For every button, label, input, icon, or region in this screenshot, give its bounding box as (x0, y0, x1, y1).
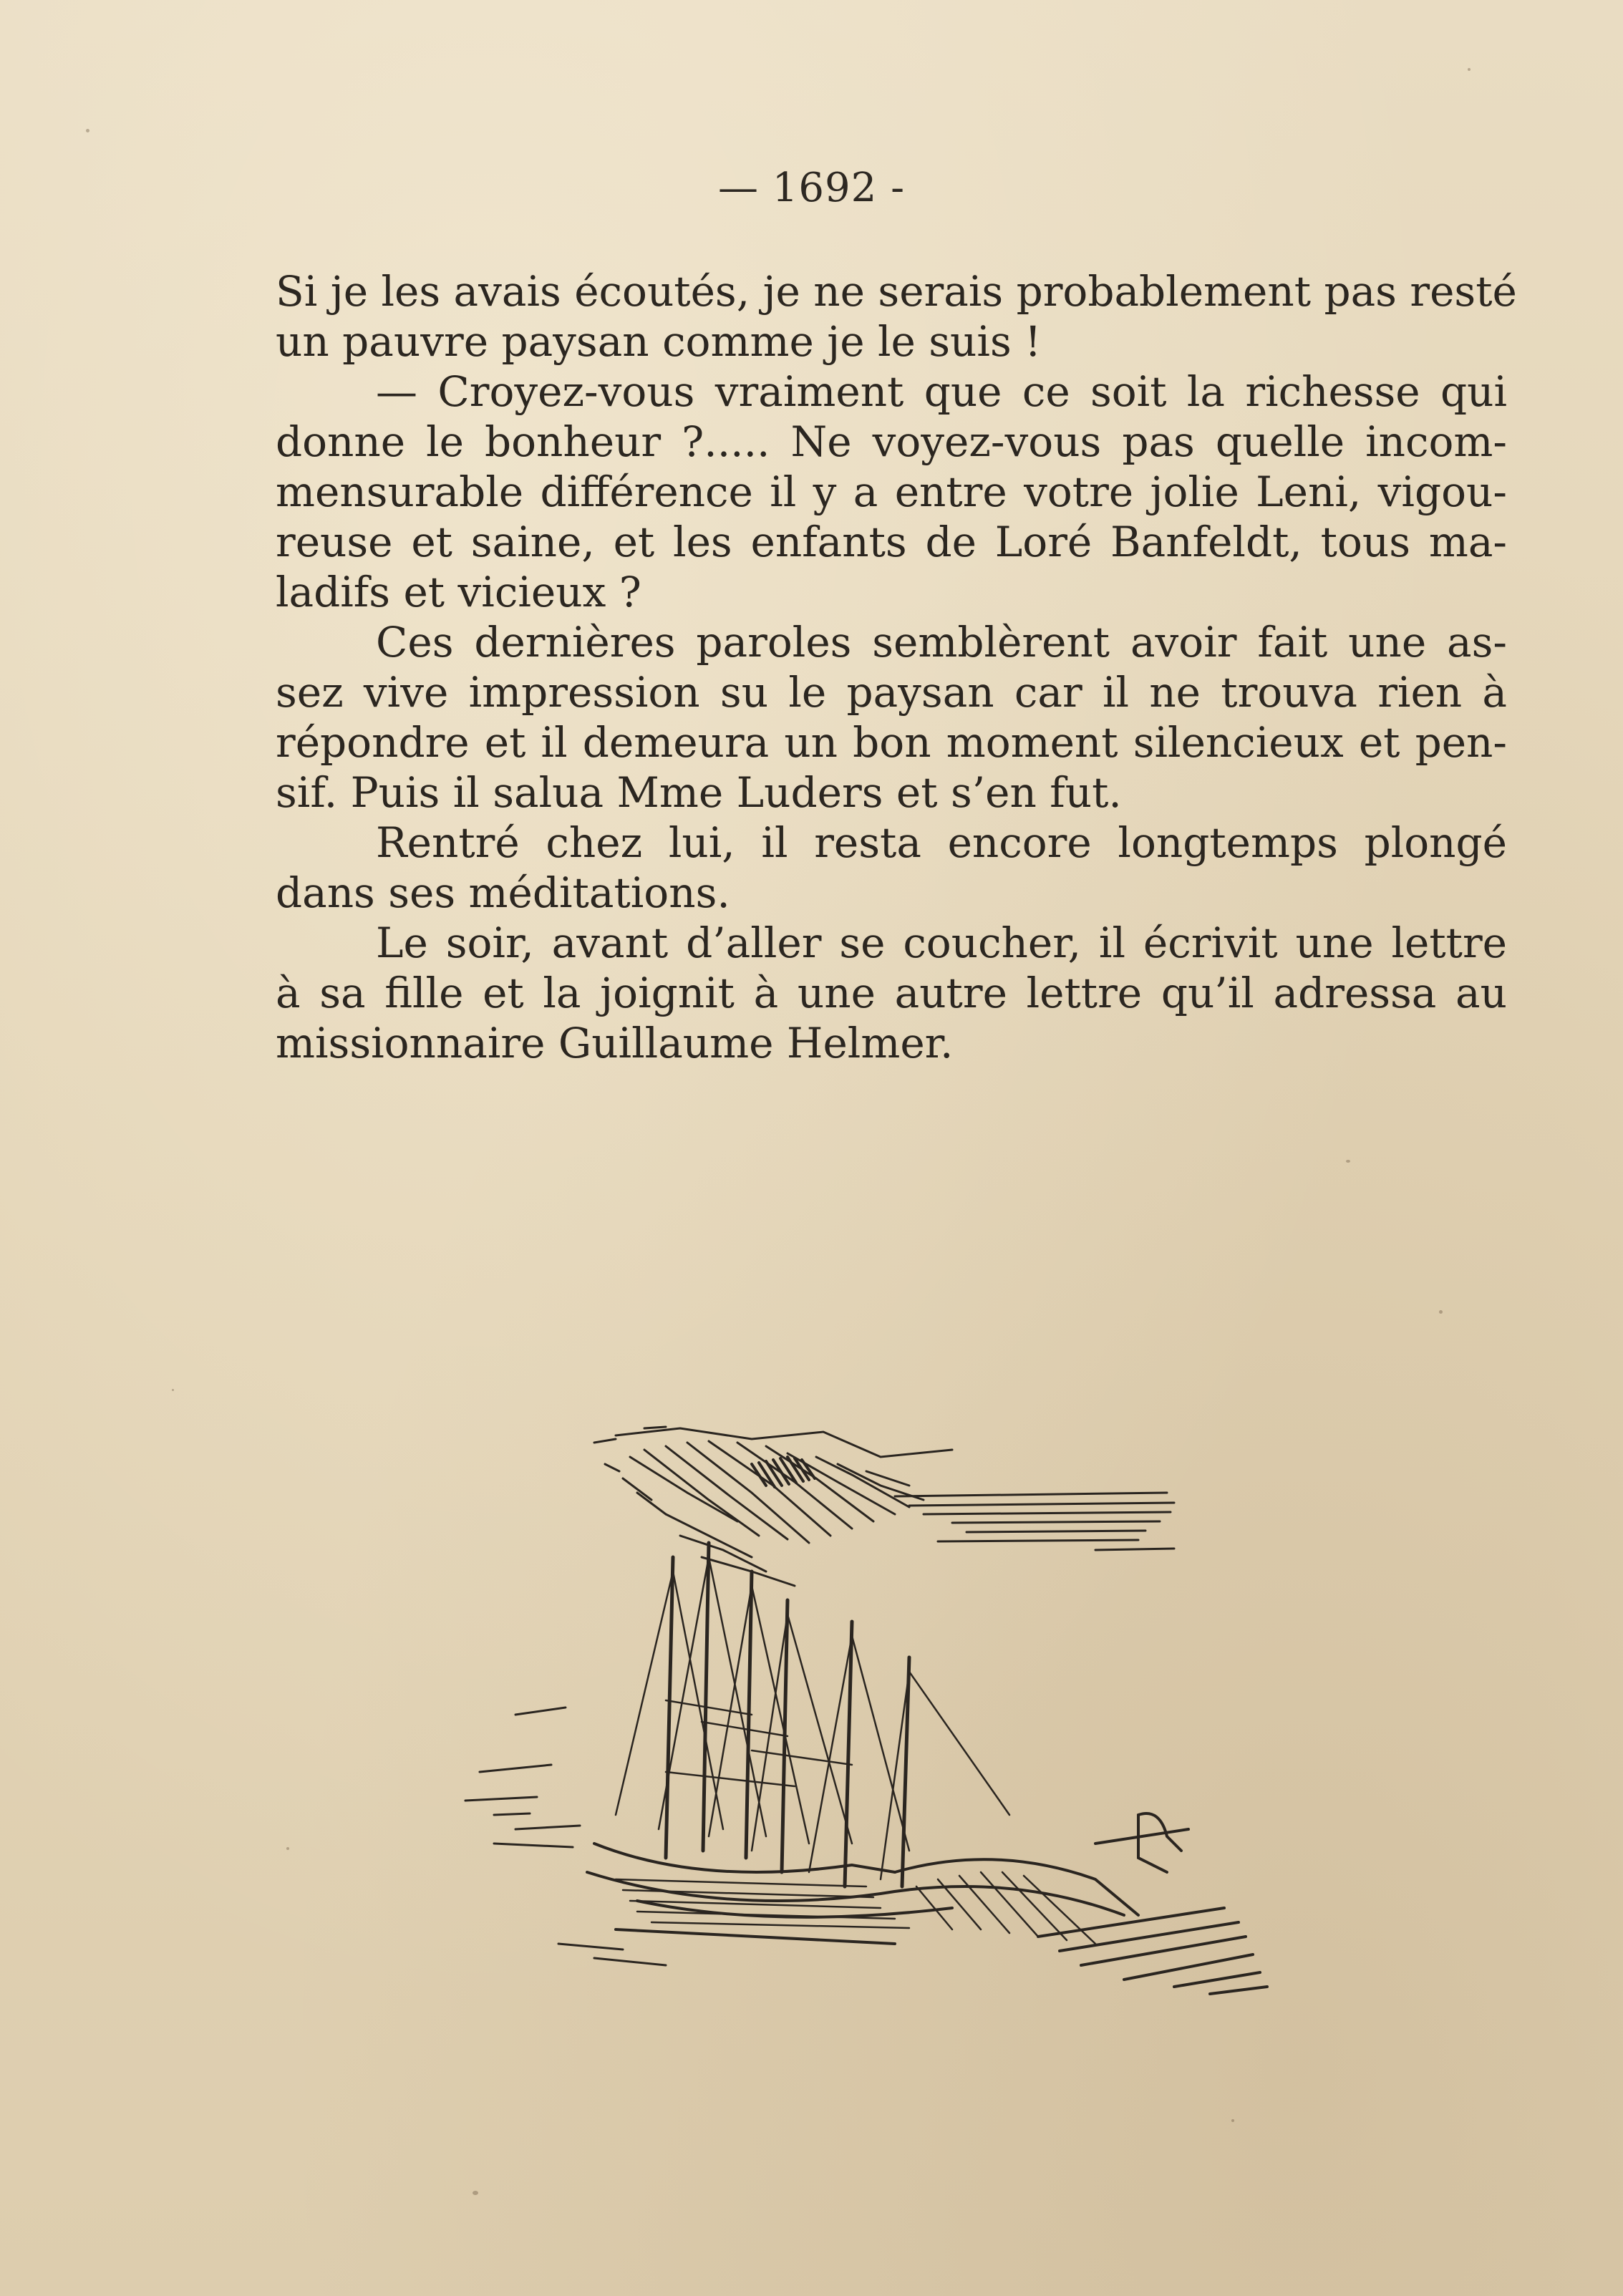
text-line: répondre et il demeura un bon moment silencieux et pen- (276, 718, 1507, 767)
text-line: Ces dernières paroles semblèrent avoir fait une as- (376, 618, 1507, 667)
text-line: Si je les avais écoutés, je ne serais probablement pas resté (276, 267, 1517, 316)
sea-horizon-lines (895, 1493, 1174, 1550)
peak-dense-hatching (752, 1457, 815, 1487)
text-line: sif. Puis il salua Mme Luders et s’en fut. (276, 768, 1122, 817)
page-number: — 1692 - (717, 165, 906, 211)
text-line: sez vive impression su le paysan car il ne trouva rien à (276, 668, 1507, 717)
paper-speck (172, 1389, 174, 1391)
text-line: dans ses méditations. (276, 868, 730, 917)
cliff-hatching (616, 1428, 952, 1586)
text-line: ladifs et vicieux ? (276, 568, 641, 616)
paper-speck (1346, 1160, 1350, 1163)
text-line: Rentré chez lui, il resta encore longtemps plongé (376, 818, 1507, 867)
water-strokes-left (465, 1708, 666, 1965)
text-line: — Croyez-vous vraiment que ce soit la richesse qui (376, 367, 1507, 416)
paper-speck (473, 2191, 478, 2195)
paper-speck (286, 1847, 289, 1850)
paper-speck (1468, 68, 1471, 71)
body-text (276, 266, 1517, 1068)
text-line: reuse et saine, et les enfants de Loré Banfeldt, tous ma- (276, 518, 1507, 566)
paper-speck (86, 129, 89, 132)
text-line: Le soir, avant d’aller se coucher, il écrivit une lettre (376, 919, 1507, 967)
paper-speck (1231, 2119, 1234, 2122)
shore-right (1038, 1813, 1267, 1994)
boat-rigging (616, 1557, 1009, 1879)
paper-speck (1439, 1310, 1443, 1314)
text-line: un pauvre paysan comme je le suis ! (276, 317, 1042, 366)
text-line: mensurable différence il y a entre votre jolie Leni, vigou- (276, 468, 1507, 516)
harbor-boats-illustration (451, 1414, 1396, 2044)
text-line: donne le bonheur ?..... Ne voyez-vous pas quelle incom- (276, 417, 1507, 466)
text-line: missionnaire Guillaume Helmer. (276, 1019, 954, 1067)
text-line: à sa fille et la joignit à une autre lettre qu’il adressa au (276, 969, 1507, 1017)
